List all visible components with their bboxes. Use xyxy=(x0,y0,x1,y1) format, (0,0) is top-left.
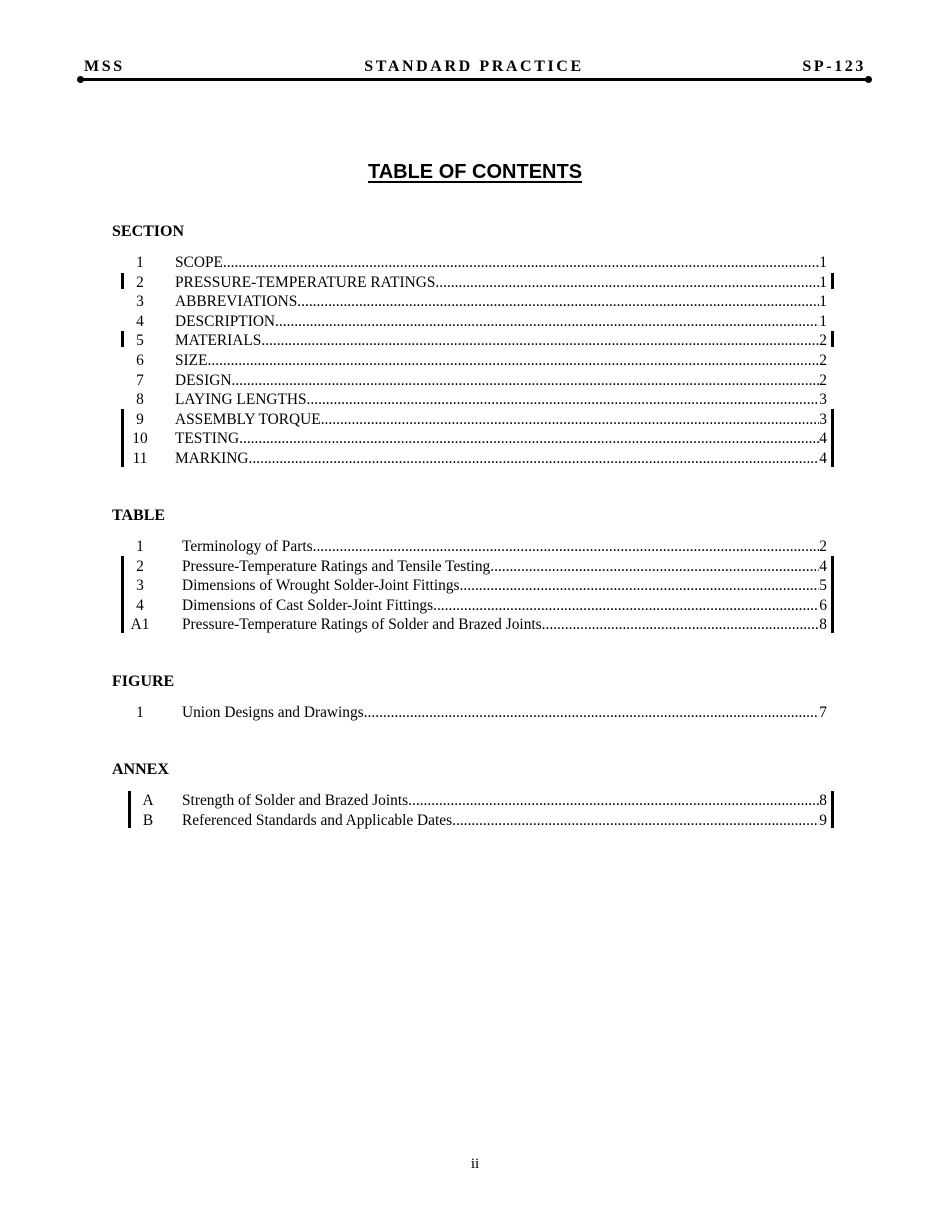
dot-leader xyxy=(321,410,820,430)
toc-number: 1 xyxy=(136,538,144,555)
change-bar xyxy=(831,556,834,633)
toc-number: 1 xyxy=(136,704,144,721)
toc-page: 1 xyxy=(819,293,827,311)
dot-leader xyxy=(275,312,819,332)
toc-label: PRESSURE-TEMPERATURE RATINGS xyxy=(175,273,436,291)
toc-row-section-10[interactable] xyxy=(112,429,827,449)
dot-leader xyxy=(208,351,820,371)
toc-label: ABBREVIATIONS xyxy=(175,293,298,311)
change-bar xyxy=(121,331,124,347)
dot-leader xyxy=(433,596,819,616)
page-title: TABLE OF CONTENTS xyxy=(367,161,583,183)
toc-label: ASSEMBLY TORQUE xyxy=(175,410,321,428)
change-bar xyxy=(831,791,834,828)
section-list xyxy=(112,253,827,469)
toc-label: MARKING xyxy=(175,449,249,467)
toc-row-annex-b[interactable] xyxy=(112,811,827,831)
toc-page: 1 xyxy=(819,273,827,291)
toc-page: 4 xyxy=(819,557,827,575)
toc-page: 2 xyxy=(819,371,827,389)
toc-page: 2 xyxy=(819,538,827,555)
change-bar xyxy=(128,791,131,828)
table-list xyxy=(112,537,827,635)
toc-number: 10 xyxy=(132,430,148,448)
toc-row-section-1[interactable] xyxy=(112,253,827,273)
header-doc-type: STANDARD PRACTICE xyxy=(364,58,584,75)
annex-heading: ANNEX xyxy=(112,761,169,778)
toc-number: 9 xyxy=(136,410,144,428)
toc-label: LAYING LENGTHS xyxy=(175,391,307,409)
toc-row-table-3[interactable] xyxy=(112,576,827,596)
header-rule xyxy=(80,78,869,81)
toc-page: 6 xyxy=(819,596,827,614)
toc-label: TESTING xyxy=(175,430,240,448)
toc-label: SIZE xyxy=(175,351,208,369)
figure-heading: FIGURE xyxy=(112,673,175,690)
toc-row-table-1[interactable] xyxy=(112,537,827,557)
toc-label: MATERIALS xyxy=(175,332,262,350)
toc-page: 2 xyxy=(819,332,827,350)
toc-label: Referenced Standards and Applicable Dates xyxy=(182,811,453,829)
table-heading: TABLE xyxy=(112,507,166,524)
toc-page: 8 xyxy=(819,616,827,634)
toc-row-table-4[interactable] xyxy=(112,596,827,616)
toc-row-section-8[interactable] xyxy=(112,390,827,410)
figure-list xyxy=(112,703,827,723)
change-bar xyxy=(121,556,124,633)
toc-row-section-3[interactable] xyxy=(112,292,827,312)
toc-row-section-4[interactable] xyxy=(112,312,827,332)
section-heading: SECTION xyxy=(112,223,185,240)
dot-leader xyxy=(435,273,819,293)
toc-row-annex-a[interactable] xyxy=(112,791,827,811)
toc-number: 5 xyxy=(136,332,144,350)
toc-number: A1 xyxy=(130,616,150,634)
toc-row-section-7[interactable] xyxy=(112,371,827,391)
page-number: ii xyxy=(470,1156,480,1172)
toc-number: 6 xyxy=(136,351,144,369)
toc-page: 4 xyxy=(819,430,827,448)
dot-leader xyxy=(542,615,820,635)
toc-label: Pressure-Temperature Ratings of Solder and Brazed Joints xyxy=(182,616,542,634)
toc-row-section-5[interactable] xyxy=(112,331,827,351)
annex-list xyxy=(112,791,827,830)
toc-label: DESIGN xyxy=(175,371,232,389)
dot-leader xyxy=(313,537,820,557)
toc-number: 1 xyxy=(136,254,144,271)
change-bar xyxy=(121,273,124,289)
toc-number: 8 xyxy=(136,391,144,409)
toc-row-section-6[interactable] xyxy=(112,351,827,371)
toc-row-section-2[interactable] xyxy=(112,273,827,293)
toc-label: DESCRIPTION xyxy=(175,312,276,330)
toc-number: 3 xyxy=(136,293,144,311)
toc-row-section-11[interactable] xyxy=(112,449,827,469)
toc-page: 7 xyxy=(819,704,827,721)
header-org: MSS xyxy=(84,58,125,75)
change-bar xyxy=(121,409,124,467)
dot-leader xyxy=(452,811,819,831)
toc-page: 9 xyxy=(819,811,827,829)
dot-leader xyxy=(460,576,820,596)
toc-page: 8 xyxy=(819,792,827,809)
toc-row-figure-1[interactable] xyxy=(112,703,827,723)
dot-leader xyxy=(408,791,819,811)
header-doc-number: SP-123 xyxy=(802,58,866,75)
dot-leader xyxy=(364,703,820,723)
toc-number: 2 xyxy=(136,273,144,291)
toc-number: 3 xyxy=(136,577,144,595)
dot-leader xyxy=(307,390,820,410)
toc-label: Dimensions of Wrought Solder-Joint Fittings xyxy=(182,577,460,595)
toc-page: 1 xyxy=(819,254,827,271)
toc-row-table-2[interactable] xyxy=(112,557,827,577)
toc-page: 1 xyxy=(819,312,827,330)
toc-number: 4 xyxy=(136,596,144,614)
toc-number: 11 xyxy=(132,449,148,467)
toc-number: A xyxy=(142,792,154,809)
dot-leader xyxy=(239,429,819,449)
page-header xyxy=(78,58,870,78)
toc-page: 5 xyxy=(819,577,827,595)
toc-label: Strength of Solder and Brazed Joints xyxy=(182,792,409,809)
header-rule-end-left xyxy=(77,76,84,83)
change-bar xyxy=(831,331,834,347)
toc-number: 4 xyxy=(136,312,144,330)
dot-leader xyxy=(490,557,819,577)
change-bar xyxy=(831,409,834,467)
toc-label: Dimensions of Cast Solder-Joint Fittings xyxy=(182,596,434,614)
toc-row-section-9[interactable] xyxy=(112,410,827,430)
dot-leader xyxy=(223,253,819,273)
toc-label: SCOPE xyxy=(175,254,223,271)
dot-leader xyxy=(249,449,820,469)
toc-page: 3 xyxy=(819,391,827,409)
toc-page: 3 xyxy=(819,410,827,428)
dot-leader xyxy=(261,331,819,351)
toc-number: 7 xyxy=(136,371,144,389)
toc-number: B xyxy=(142,811,154,829)
toc-label: Pressure-Temperature Ratings and Tensile Testing xyxy=(182,557,491,575)
change-bar xyxy=(831,273,834,289)
toc-number: 2 xyxy=(136,557,144,575)
header-rule-end-right xyxy=(865,76,872,83)
dot-leader xyxy=(297,292,819,312)
toc-page: 4 xyxy=(819,449,827,467)
dot-leader xyxy=(231,371,819,391)
toc-label: Union Designs and Drawings xyxy=(182,704,364,721)
toc-label: Terminology of Parts xyxy=(182,538,313,555)
toc-page: 2 xyxy=(819,351,827,369)
toc-row-table-a1[interactable] xyxy=(112,615,827,635)
